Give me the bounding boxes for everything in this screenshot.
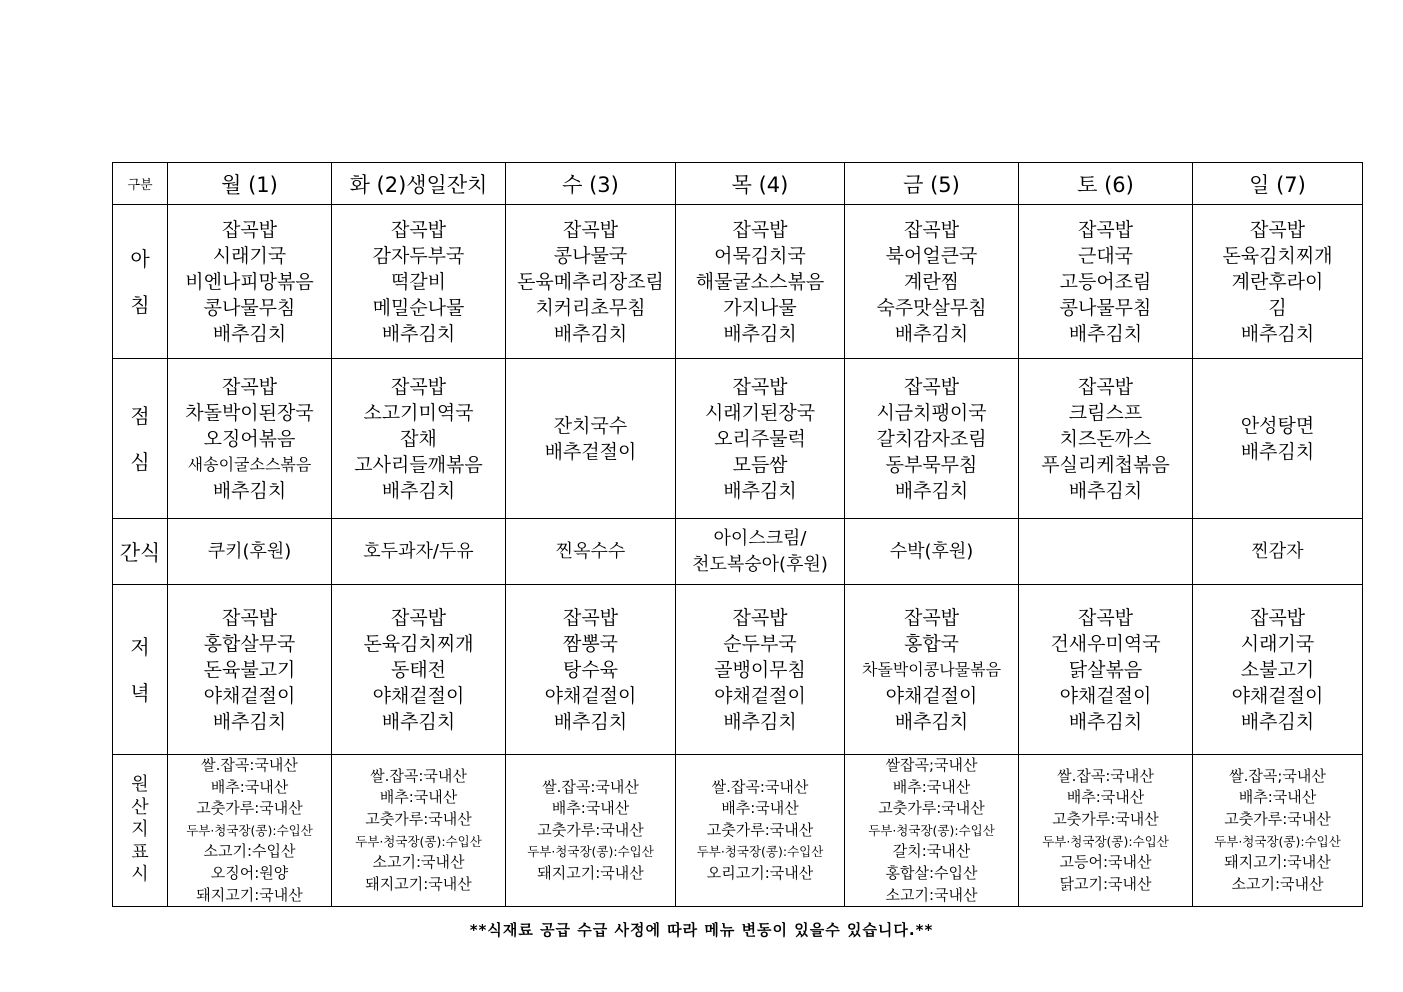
- menu-item: 배추김치: [212, 322, 287, 345]
- lunch-label: [113, 359, 168, 519]
- origin-item: 소고기:수입산: [203, 842, 296, 861]
- origin-label: [113, 755, 168, 907]
- origin-item: 쌀잡곡;국내산: [885, 756, 978, 774]
- breakfast-label-char: 침: [130, 292, 150, 317]
- menu-item: 호두과자/두유: [363, 540, 474, 562]
- menu-item: 푸실리케첩볶음: [1041, 453, 1170, 476]
- origin-label-char: 지: [131, 819, 149, 841]
- menu-item: 잡곡밥: [221, 218, 278, 241]
- menu-item: 잡곡밥: [562, 606, 619, 629]
- origin-cell-thu: [676, 755, 845, 907]
- dinner-cell-thu: [676, 585, 845, 755]
- origin-item: 쌀.잡곡:국내산: [201, 756, 298, 774]
- day-header-tue: 화 (2)생일잔치: [332, 163, 506, 205]
- menu-item: 홍합국: [903, 632, 960, 655]
- menu-item: 짬뽕국: [562, 632, 619, 655]
- origin-item: 쌀.잡곡;국내산: [1229, 766, 1326, 785]
- menu-item: 치즈돈까스: [1059, 427, 1152, 450]
- origin-item: 배추:국내산: [379, 788, 458, 807]
- menu-item: 새송이굴소스볶음: [187, 454, 312, 474]
- origin-item: 돼지고기:국내산: [537, 863, 644, 882]
- snack-cell-tue: [332, 519, 506, 585]
- snack-cell-mon: [168, 519, 332, 585]
- menu-item: 배추김치: [1240, 322, 1315, 345]
- origin-item: 소고기:국내산: [885, 885, 978, 904]
- origin-item: 소고기:국내산: [372, 853, 465, 872]
- menu-item: 소불고기: [1240, 658, 1315, 681]
- menu-item: 야채겉절이: [714, 684, 806, 707]
- day-header-sat: 토 (6): [1019, 163, 1193, 205]
- menu-item: 잡곡밥: [562, 218, 619, 241]
- origin-cell-wed: [506, 755, 676, 907]
- breakfast-row: [113, 205, 1363, 359]
- origin-item: 고춧가루:국내산: [1052, 809, 1159, 828]
- menu-item: 배추겉절이: [544, 440, 637, 463]
- dinner-label: [113, 585, 168, 755]
- origin-item: 고춧가루:국내산: [537, 820, 644, 839]
- lunch-cell-wed: [506, 359, 676, 519]
- menu-item: 야채겉절이: [544, 684, 637, 707]
- menu-item: 배추김치: [381, 479, 456, 502]
- menu-item: 잔치국수: [553, 414, 628, 437]
- menu-item: 잡채: [400, 427, 437, 450]
- snack-cell-thu: [676, 519, 845, 585]
- breakfast-cell-wed: [506, 205, 676, 359]
- menu-item: 골뱅이무침: [714, 658, 806, 681]
- menu-item: 잡곡밥: [221, 375, 278, 398]
- origin-item: 두부·청국장(콩):수입산: [1214, 833, 1341, 849]
- menu-item: 고사리들깨볶음: [354, 453, 483, 476]
- menu-item: 배추김치: [553, 710, 628, 733]
- menu-item: 잡곡밥: [1249, 218, 1306, 241]
- menu-item: 잡곡밥: [732, 218, 788, 241]
- menu-item: 찐옥수수: [555, 540, 626, 562]
- lunch-cell-mon: [168, 359, 332, 519]
- menu-item: 비엔나피망볶음: [185, 270, 314, 293]
- menu-item: 돈육김치찌개: [363, 632, 474, 655]
- menu-item: 배추김치: [1240, 440, 1315, 463]
- menu-item: 야채겉절이: [372, 684, 465, 707]
- origin-label-char: 산: [131, 796, 149, 818]
- origin-item: 배추:국내산: [210, 777, 289, 796]
- lunch-cell-thu: [676, 359, 845, 519]
- origin-item: 두부·청국장(콩):수입산: [696, 844, 824, 860]
- dinner-cell-mon: [168, 585, 332, 755]
- origin-item: 닭고기:국내산: [1059, 874, 1152, 893]
- menu-item: 고등어조림: [1059, 270, 1152, 293]
- menu-item: 어묵김치국: [714, 244, 806, 267]
- menu-item: 찐감자: [1251, 540, 1304, 562]
- origin-item: 소고기:국내산: [1231, 874, 1324, 893]
- day-header-mon: 월 (1): [168, 163, 332, 205]
- breakfast-cell-sun: [1193, 205, 1363, 359]
- menu-item: 탕수육: [562, 658, 619, 681]
- origin-item: 배추:국내산: [721, 799, 799, 818]
- menu-item: 모듬쌈: [732, 453, 788, 476]
- menu-item: 야채겉절이: [1231, 684, 1324, 707]
- menu-item: 배추김치: [553, 322, 628, 345]
- menu-item: 동부묵무침: [885, 453, 978, 476]
- origin-item: 고춧가루:국내산: [1224, 809, 1331, 828]
- menu-item: 숙주맛살무침: [876, 296, 987, 319]
- menu-item: 배추김치: [212, 710, 287, 733]
- menu-item: 시래기된장국: [704, 401, 816, 424]
- menu-item: 배추김치: [723, 479, 797, 502]
- origin-cell-tue: [332, 755, 506, 907]
- header-row: [113, 163, 1363, 205]
- snack-cell-sat: [1019, 519, 1193, 585]
- menu-item: 시래기국: [1240, 632, 1315, 655]
- menu-item: 잡곡밥: [1077, 218, 1134, 241]
- snack-label: 간식: [113, 519, 168, 585]
- menu-item: 계란후라이: [1231, 270, 1324, 293]
- menu-item: 잡곡밥: [732, 375, 788, 398]
- day-header-wed: 수 (3): [506, 163, 676, 205]
- menu-item: 시래기국: [212, 244, 287, 267]
- breakfast-cell-fri: [845, 205, 1019, 359]
- menu-item: 잡곡밥: [390, 375, 447, 398]
- menu-item: 치커리초무침: [535, 296, 646, 319]
- dinner-label-char: 녁: [130, 680, 150, 705]
- lunch-cell-tue: [332, 359, 506, 519]
- menu-item: 동태전: [390, 658, 447, 681]
- lunch-label-char: 심: [130, 449, 150, 474]
- footnote: **식재료 공급 수급 사정에 따라 메뉴 변동이 있을수 있습니다.**: [469, 921, 934, 939]
- menu-item: 차돌박이된장국: [185, 401, 314, 424]
- origin-item: 돼지고기:국내산: [196, 885, 303, 904]
- menu-item: 차돌박이콩나물볶음: [861, 659, 1002, 679]
- origin-item: 쌀.잡곡:국내산: [1057, 766, 1154, 785]
- menu-item: 야채겉절이: [885, 684, 978, 707]
- menu-item: 배추김치: [1068, 479, 1143, 502]
- origin-item: 배추:국내산: [1238, 788, 1317, 807]
- menu-item: 가지나물: [723, 296, 797, 319]
- menu-item: 배추김치: [381, 322, 456, 345]
- snack-row: [113, 519, 1363, 585]
- menu-item: 돈육불고기: [203, 658, 296, 681]
- menu-item: 계란찜: [903, 270, 960, 293]
- dinner-row: [113, 585, 1363, 755]
- menu-item: 잡곡밥: [903, 375, 960, 398]
- menu-item: 천도복숭아(후원): [692, 553, 828, 575]
- menu-item: 야채겉절이: [203, 684, 296, 707]
- menu-item: 잡곡밥: [390, 218, 447, 241]
- dinner-label-char: 저: [130, 634, 150, 659]
- lunch-cell-fri: [845, 359, 1019, 519]
- menu-item: 홍합살무국: [203, 632, 296, 655]
- menu-item: 크림스프: [1068, 401, 1143, 424]
- origin-item: 돼지고기:국내산: [1224, 853, 1331, 872]
- menu-item: 닭살볶음: [1068, 658, 1143, 681]
- menu-item: 아이스크림/: [713, 527, 807, 549]
- day-header-thu: 목 (4): [676, 163, 845, 205]
- menu-item: 돈육김치찌개: [1222, 244, 1333, 267]
- menu-item: 콩나물국: [553, 244, 628, 267]
- origin-item: 두부·청국장(콩):수입산: [1042, 833, 1169, 849]
- menu-item: 수박(후원): [889, 540, 974, 562]
- lunch-label-char: 점: [130, 403, 150, 428]
- origin-item: 오징어:원양: [210, 863, 289, 882]
- menu-item: 콩나물무침: [203, 296, 296, 319]
- menu-item: 잡곡밥: [1077, 375, 1134, 398]
- menu-item: 잡곡밥: [221, 606, 278, 629]
- menu-item: 배추김치: [894, 710, 969, 733]
- menu-item: 배추김치: [723, 710, 797, 733]
- menu-item: 떡갈비: [390, 270, 447, 293]
- origin-item: 고춧가루:국내산: [196, 799, 303, 818]
- origin-row: [113, 755, 1363, 907]
- origin-item: 두부·청국장(콩):수입산: [186, 822, 313, 838]
- menu-item: 돈육메추리장조림: [517, 270, 664, 293]
- origin-item: 배추:국내산: [551, 799, 630, 818]
- menu-item: 시금치팽이국: [876, 401, 987, 424]
- menu-item: 소고기미역국: [363, 401, 474, 424]
- dinner-cell-tue: [332, 585, 506, 755]
- lunch-cell-sun: [1193, 359, 1363, 519]
- menu-item: 배추김치: [1240, 710, 1315, 733]
- origin-item: 쌀.잡곡:국내산: [711, 777, 809, 796]
- origin-item: 갈치:국내산: [892, 842, 971, 861]
- origin-item: 오리고기:국내산: [706, 863, 814, 882]
- menu-item: 콩나물무침: [1059, 296, 1152, 319]
- origin-item: 쌀.잡곡:국내산: [542, 777, 639, 796]
- menu-item: 잡곡밥: [903, 218, 960, 241]
- origin-item: 쌀.잡곡:국내산: [370, 766, 467, 785]
- dinner-cell-wed: [506, 585, 676, 755]
- origin-label-char: 원: [131, 774, 149, 796]
- dinner-cell-sun: [1193, 585, 1363, 755]
- menu-item: 배추김치: [723, 322, 797, 345]
- origin-item: 돼지고기:국내산: [365, 874, 472, 893]
- menu-item: 북어얼큰국: [885, 244, 978, 267]
- header-label: 구분: [113, 163, 168, 205]
- breakfast-label: [113, 205, 168, 359]
- menu-item: 안성탕면: [1240, 414, 1315, 437]
- menu-item: 잡곡밥: [732, 606, 788, 629]
- origin-item: 두부·청국장(콩):수입산: [868, 822, 995, 838]
- origin-item: 고춧가루:국내산: [706, 820, 814, 839]
- snack-cell-wed: [506, 519, 676, 585]
- menu-item: 배추김치: [381, 710, 456, 733]
- origin-item: 고춧가루:국내산: [365, 809, 472, 828]
- origin-cell-mon: [168, 755, 332, 907]
- menu-item: 배추김치: [1068, 322, 1143, 345]
- menu-item: 배추김치: [894, 322, 969, 345]
- menu-item: 근대국: [1077, 244, 1134, 267]
- origin-cell-sat: [1019, 755, 1193, 907]
- menu-item: 메밀순나물: [372, 296, 465, 319]
- menu-item: 건새우미역국: [1050, 632, 1161, 655]
- menu-item: 배추김치: [212, 479, 287, 502]
- origin-label-char: 표: [131, 841, 149, 863]
- day-header-sun: 일 (7): [1193, 163, 1363, 205]
- menu-item: 잡곡밥: [903, 606, 960, 629]
- menu-item: 갈치감자조림: [876, 427, 987, 450]
- menu-item: 잡곡밥: [390, 606, 447, 629]
- origin-cell-fri: [845, 755, 1019, 907]
- breakfast-cell-thu: [676, 205, 845, 359]
- menu-item: 오징어볶음: [203, 427, 296, 450]
- snack-cell-sun: [1193, 519, 1363, 585]
- snack-cell-fri: [845, 519, 1019, 585]
- dinner-cell-fri: [845, 585, 1019, 755]
- lunch-row: [113, 359, 1363, 519]
- origin-item: 두부·청국장(콩):수입산: [527, 844, 654, 860]
- breakfast-cell-sat: [1019, 205, 1193, 359]
- breakfast-label-char: 아: [130, 246, 150, 271]
- menu-item: 잡곡밥: [1249, 606, 1306, 629]
- menu-item: 야채겉절이: [1059, 684, 1152, 707]
- origin-label-char: 시: [131, 864, 149, 886]
- origin-item: 두부·청국장(콩):수입산: [355, 833, 482, 849]
- menu-item: 잡곡밥: [1077, 606, 1134, 629]
- weekly-menu-table: [112, 162, 1363, 907]
- menu-item: 감자두부국: [372, 244, 465, 267]
- breakfast-cell-tue: [332, 205, 506, 359]
- menu-item: 배추김치: [894, 479, 969, 502]
- origin-item: 고춧가루:국내산: [878, 799, 985, 818]
- breakfast-cell-mon: [168, 205, 332, 359]
- menu-item: 김: [1268, 296, 1287, 319]
- day-header-fri: 금 (5): [845, 163, 1019, 205]
- origin-item: 고등어:국내산: [1059, 853, 1152, 872]
- menu-item: 오리주물럭: [714, 427, 806, 450]
- menu-item: 쿠키(후원): [207, 540, 292, 562]
- origin-item: 배추:국내산: [1066, 788, 1145, 807]
- origin-item: 홍합살:수입산: [885, 863, 978, 882]
- origin-cell-sun: [1193, 755, 1363, 907]
- menu-item: 순두부국: [723, 632, 797, 655]
- origin-item: 배추:국내산: [892, 777, 971, 796]
- lunch-cell-sat: [1019, 359, 1193, 519]
- menu-item: 해물굴소스볶음: [695, 270, 825, 293]
- dinner-cell-sat: [1019, 585, 1193, 755]
- menu-item: 배추김치: [1068, 710, 1143, 733]
